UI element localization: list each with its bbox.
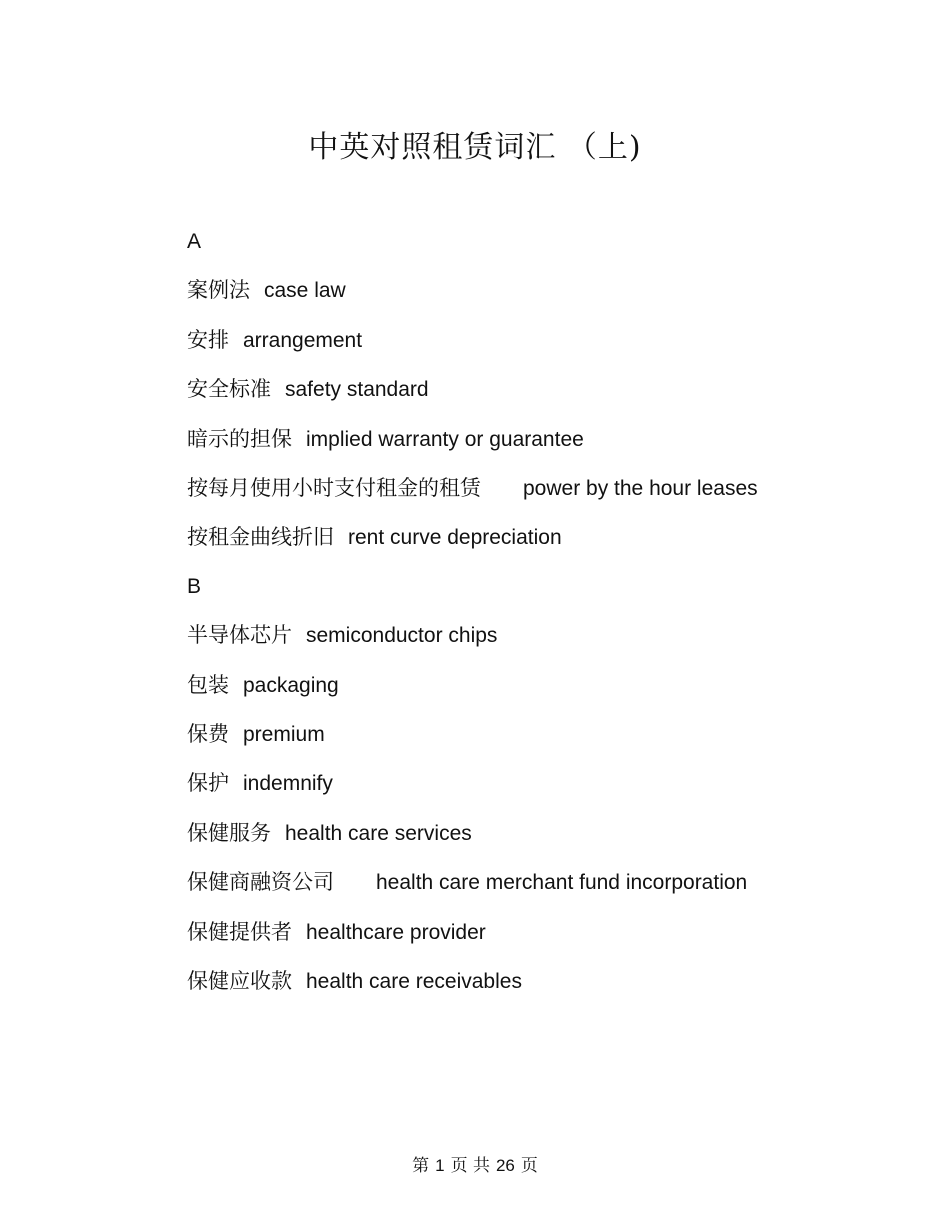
glossary-entry [139, 266, 759, 315]
entry-english: health care merchant fund incorporation [376, 871, 748, 895]
page-title: 中英对照租赁词汇 （上) [308, 130, 642, 165]
entry-english: semiconductor chips [306, 624, 498, 648]
glossary-entry [139, 513, 759, 562]
glossary-entry [139, 316, 759, 365]
glossary-entry [139, 415, 759, 464]
entry-english: case law [264, 279, 346, 303]
glossary-entry [139, 957, 759, 1006]
entry-english: health care services [285, 821, 472, 845]
entry-chinese: 保健提供者 [187, 919, 292, 944]
entry-chinese: 暗示的担保 [187, 426, 292, 451]
page-footer [0, 1154, 950, 1178]
entry-english: power by the hour leases [523, 477, 758, 501]
glossary-entry [139, 365, 759, 414]
glossary-entry [139, 858, 759, 907]
entry-english: indemnify [243, 772, 333, 796]
footer-page-number: 1 [435, 1156, 445, 1175]
entry-chinese: 保费 [187, 722, 229, 747]
glossary-entry [139, 464, 759, 513]
entry-chinese: 保健服务 [187, 820, 271, 845]
entry-chinese: 按每月使用小时支付租金的租赁 [187, 476, 481, 501]
entry-chinese: 保健应收款 [187, 969, 292, 994]
footer-prefix: 第 [412, 1156, 430, 1176]
glossary-entry [139, 661, 759, 710]
entry-chinese: 安全标准 [187, 377, 271, 402]
entry-chinese: 包装 [187, 672, 229, 697]
footer-mid: 页 共 [450, 1156, 490, 1176]
entry-english: healthcare provider [306, 920, 486, 944]
section-letter-b: B [187, 574, 202, 598]
glossary-body [139, 218, 759, 1007]
glossary-entry [139, 611, 759, 660]
entry-english: premium [243, 723, 325, 747]
glossary-entry [139, 710, 759, 759]
entry-chinese: 保健商融资公司 [187, 870, 334, 895]
glossary-entry [139, 809, 759, 858]
entry-chinese: 保护 [187, 771, 229, 796]
entry-english: safety standard [285, 378, 429, 402]
entry-english: rent curve depreciation [348, 526, 562, 550]
footer-suffix: 页 [520, 1156, 538, 1176]
entry-chinese: 案例法 [187, 278, 250, 303]
entry-english: packaging [243, 673, 339, 697]
glossary-entry [139, 908, 759, 957]
footer-total-pages: 26 [495, 1156, 515, 1175]
entry-chinese: 半导体芯片 [187, 623, 292, 648]
entry-english: health care receivables [306, 970, 522, 994]
entry-english: arrangement [243, 328, 363, 352]
entry-chinese: 按租金曲线折旧 [187, 525, 334, 550]
entry-chinese: 安排 [187, 327, 229, 352]
entry-english: implied warranty or guarantee [306, 427, 584, 451]
glossary-entry [139, 759, 759, 808]
section-letter-a: A [187, 230, 202, 253]
